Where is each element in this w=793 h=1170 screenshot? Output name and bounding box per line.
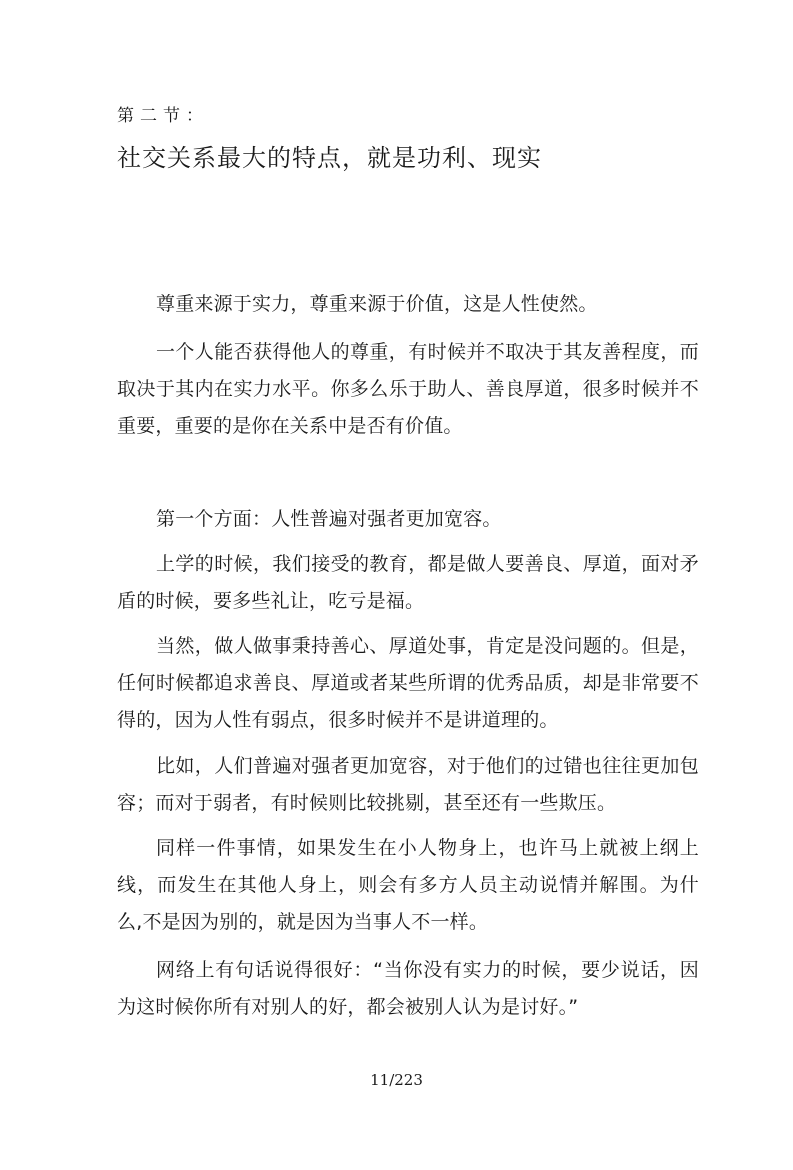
paragraph-3-block (117, 501, 699, 538)
paragraph-7-block (117, 830, 699, 941)
paragraph-4-block (117, 546, 699, 620)
paragraph: 一个人能否获得他人的尊重，有时候并不取决于其友善程度，而取决于其内在实力水平。你多么乐于助人、善良厚道，很多时候并不重要，重要的是你在关系中是否有价值。 (117, 341, 699, 437)
section-label: 第二节： (117, 106, 209, 126)
paragraph: 比如，人们普遍对强者更加宽容，对于他们的过错也往往更加包容；而对于弱者，有时候则比较挑剔，甚至还有一些欺压。 (117, 755, 699, 814)
page-number: 11/223 (370, 1071, 423, 1089)
paragraph: 尊重来源于实力，尊重来源于价值，这是人性使然。 (156, 293, 598, 315)
subheading-paragraph: 第一个方面：人性普遍对强者更加宽容。 (156, 508, 502, 530)
paragraph-8-block (117, 952, 699, 1026)
paragraph-6-block (117, 748, 699, 822)
paragraph-1-block (117, 286, 699, 323)
section-title: 社交关系最大的特点，就是功利、现实 (117, 144, 542, 172)
paragraph-2-block (117, 334, 699, 445)
paragraph: 当然，做人做事秉持善心、厚道处事，肯定是没问题的。但是，任何时候都追求善良、厚道或者某些所谓的优秀品质，却是非常要不得的，因为人性有弱点，很多时候并不是讲道理的。 (117, 635, 699, 731)
paragraph: 同样一件事情，如果发生在小人物身上，也许马上就被上纲上线，而发生在其他人身上，则会有多方人员主动说情并解围。为什么,不是因为别的，就是因为当事人不一样。 (117, 837, 699, 933)
paragraph: 上学的时候，我们接受的教育，都是做人要善良、厚道，面对矛盾的时候，要多些礼让，吃亏是福。 (117, 553, 699, 612)
paragraph: 网络上有句话说得很好：“当你没有实力的时候，要少说话，因为这时候你所有对别人的好，都会被别人认为是讨好。” (117, 959, 699, 1018)
paragraph-5-block (117, 628, 699, 739)
